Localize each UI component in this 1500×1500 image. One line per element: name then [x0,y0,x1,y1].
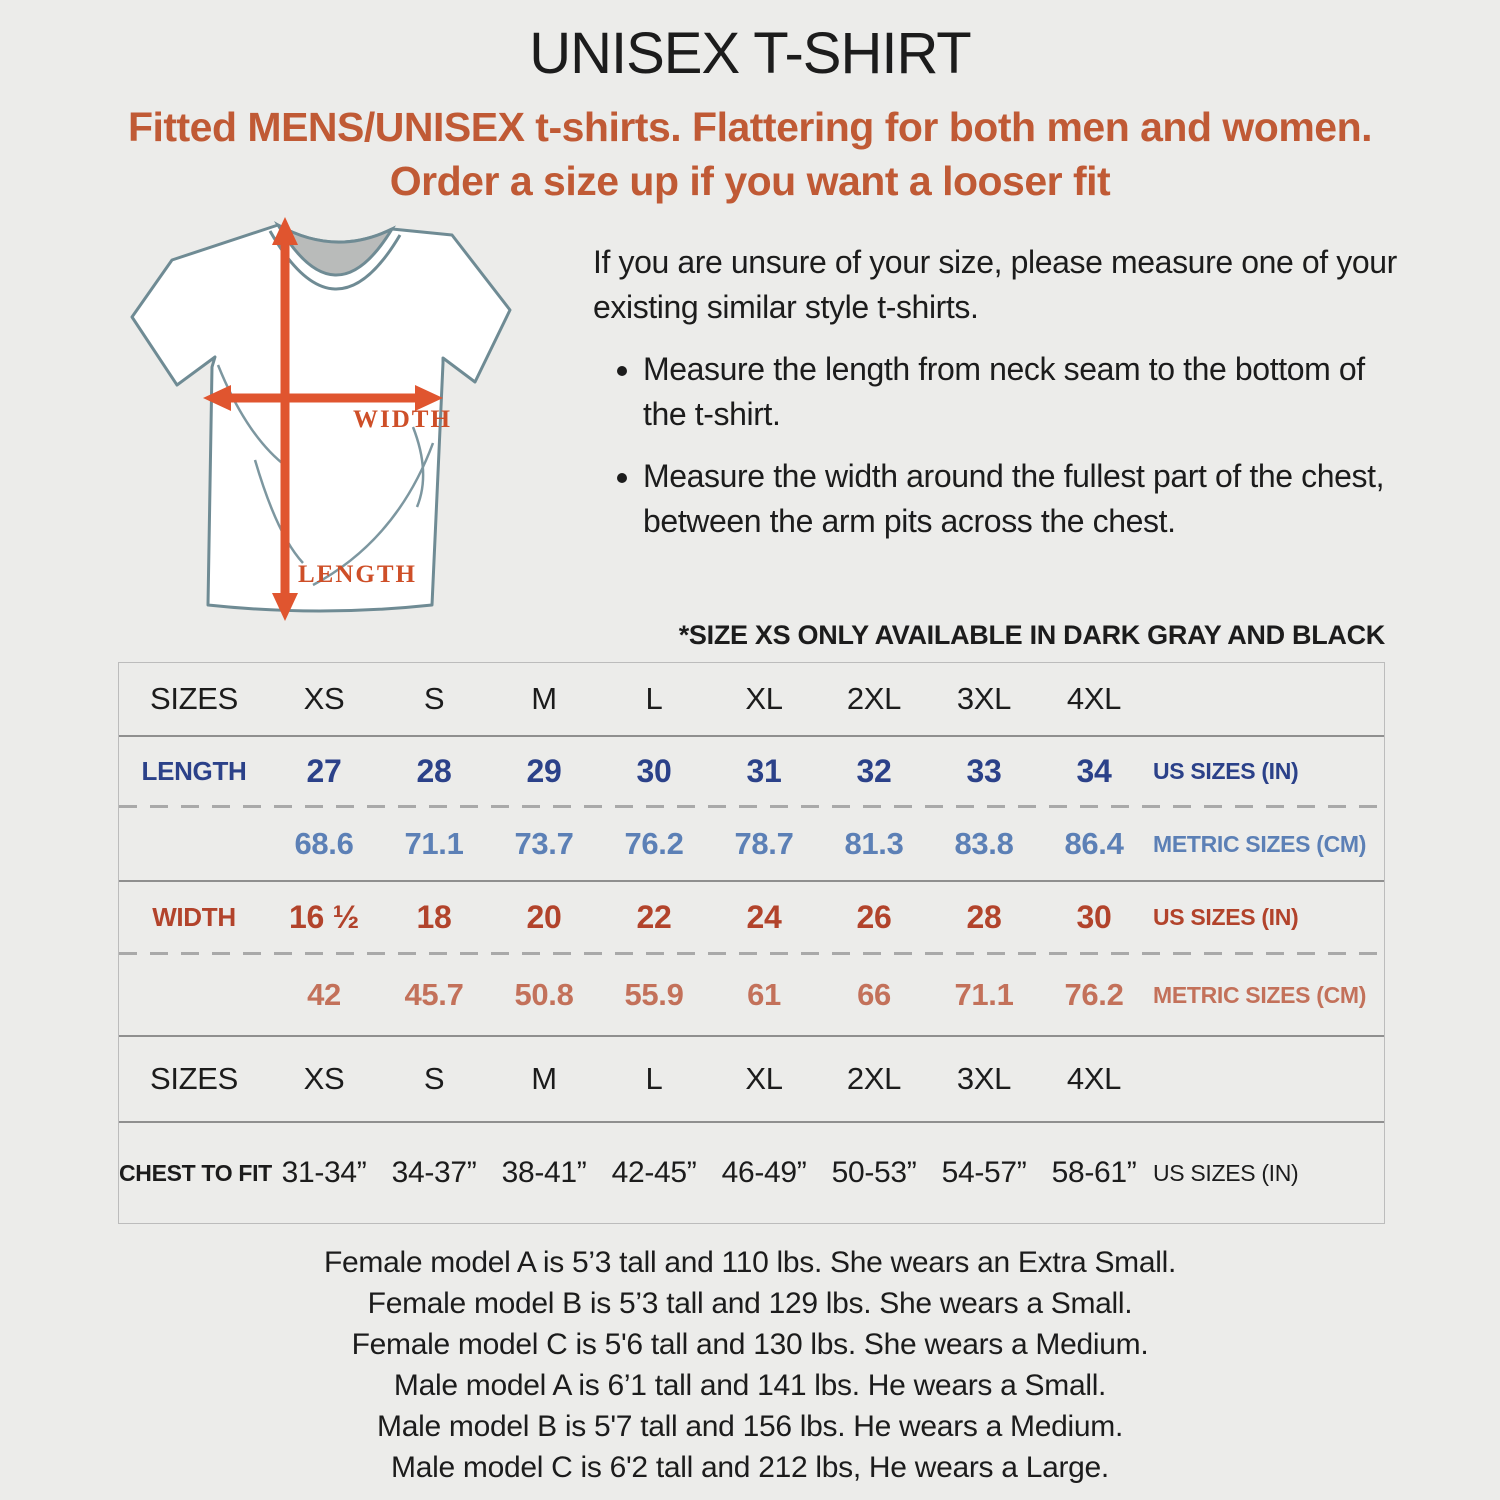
value-cell: 71.1 [954,977,1014,1012]
model-info-line: Female model A is 5’3 tall and 110 lbs. She wears an Extra Small. [323,1246,1177,1279]
value-cell: 55.9 [624,977,684,1012]
model-info-line: Male model C is 6'2 tall and 212 lbs, He wears a Large. [391,1451,1109,1485]
value-cell: 54-57” [941,1156,1027,1189]
value-cell: 32 [856,752,892,789]
row-label: SIZES [150,681,238,716]
size-cell: 4XL [1066,1061,1122,1096]
value-cell: 34 [1076,752,1112,789]
unit-cell: METRIC SIZES (CM) [1153,981,1367,1008]
value-cell: 28 [966,898,1002,935]
value-cell: 81.3 [844,826,904,861]
instructions-intro: If you are unsure of your size, please measure one of your existing similar style t-shirts. [593,244,1397,326]
value-cell: 45.7 [404,977,464,1012]
subtitle-line-1: Fitted MENS/UNISEX t-shirts. Flattering for both men and women. [127,104,1373,150]
table-row-chest-to-fit [119,1123,1384,1223]
size-cell: 4XL [1066,681,1122,716]
size-cell: M [531,1061,557,1096]
subtitle-line-2: Order a size up if you want a looser fit [389,158,1111,205]
model-info-line: Male model B is 5'7 tall and 156 lbs. He wears a Medium. [377,1410,1123,1444]
instruction-bullet-width: • Measure the width around the fullest part of the chest, between the arm pits across the chest. [643,454,1413,545]
value-cell: 73.7 [514,826,574,861]
value-cell: 50-53” [831,1156,917,1189]
unit-cell: US SIZES (IN) [1153,757,1299,784]
value-cell: 28 [416,752,452,789]
unit-cell: US SIZES (IN) [1153,903,1299,930]
table-row-length-us [119,737,1384,805]
value-cell: 16 ½ [289,898,359,935]
value-cell: 76.2 [624,826,684,861]
size-cell: S [423,1061,445,1096]
size-cell: L [645,1061,663,1096]
value-cell: 86.4 [1064,826,1124,861]
value-cell: 68.6 [294,826,354,861]
width-label: WIDTH [353,406,452,433]
value-cell: 78.7 [734,826,794,861]
page-title: UNISEX T-SHIRT [529,21,971,86]
value-cell: 27 [306,752,342,789]
value-cell: 42-45” [611,1156,697,1189]
model-info-line: Male model A is 6’1 tall and 141 lbs. He wears a Small. [393,1369,1107,1403]
value-cell: 42 [307,977,341,1012]
value-cell: 30 [636,752,672,789]
value-cell: 61 [747,977,781,1012]
size-cell: XS [303,1061,345,1096]
value-cell: 34-37” [391,1156,477,1189]
value-cell: 26 [856,898,892,935]
table-row-sizes-bottom [119,1037,1384,1121]
row-label: SIZES [150,1061,238,1096]
size-cell: 2XL [846,681,902,716]
tshirt-measurement-diagram [115,205,565,645]
value-cell: 38-41” [501,1156,587,1189]
row-label: CHEST TO FIT [119,1159,272,1186]
table-row-length-metric [119,808,1384,880]
value-cell: 46-49” [721,1156,807,1189]
table-row-width-metric [119,955,1384,1035]
instruction-bullet-length: • Measure the length from neck seam to the bottom of the t-shirt. [643,347,1413,438]
size-cell: L [645,681,663,716]
model-info-line: Female model B is 5’3 tall and 129 lbs. She wears a Small. [367,1287,1133,1321]
value-cell: 83.8 [954,826,1014,861]
size-cell: M [531,681,557,716]
value-cell: 33 [966,752,1002,789]
unit-cell: US SIZES (IN) [1153,1159,1299,1186]
value-cell: 31 [746,752,782,789]
unit-cell: METRIC SIZES (CM) [1153,830,1367,857]
tshirt-outline [132,225,510,611]
value-cell: 71.1 [404,826,464,861]
value-cell: 66 [857,977,891,1012]
size-cell: 3XL [956,1061,1012,1096]
row-label: LENGTH [141,755,247,786]
size-cell: 3XL [956,681,1012,716]
table-row-sizes-top [119,663,1384,735]
instructions-list [593,347,1413,545]
model-info-line: Female model C is 5'6 tall and 130 lbs. She wears a Medium. [351,1328,1149,1362]
model-info [0,1242,1500,1489]
table-row-width-us [119,882,1384,952]
value-cell: 22 [636,898,672,935]
page-subtitle [0,100,1500,208]
value-cell: 18 [416,898,452,935]
value-cell: 20 [526,898,562,935]
row-label: WIDTH [152,901,236,932]
size-cell: S [423,681,445,716]
size-cell: XS [303,681,345,716]
value-cell: 58-61” [1051,1156,1137,1189]
value-cell: 31-34” [281,1156,367,1189]
measuring-instructions [593,240,1413,561]
value-cell: 24 [746,898,782,935]
value-cell: 29 [526,752,562,789]
value-cell: 30 [1076,898,1112,935]
xs-availability-note: *SIZE XS ONLY AVAILABLE IN DARK GRAY AND BLACK [678,620,1385,650]
size-cell: XL [745,1061,783,1096]
value-cell: 76.2 [1064,977,1124,1012]
value-cell: 50.8 [514,977,574,1012]
length-label: LENGTH [298,561,417,588]
size-cell: 2XL [846,1061,902,1096]
size-table [118,662,1385,1224]
size-cell: XL [745,681,783,716]
